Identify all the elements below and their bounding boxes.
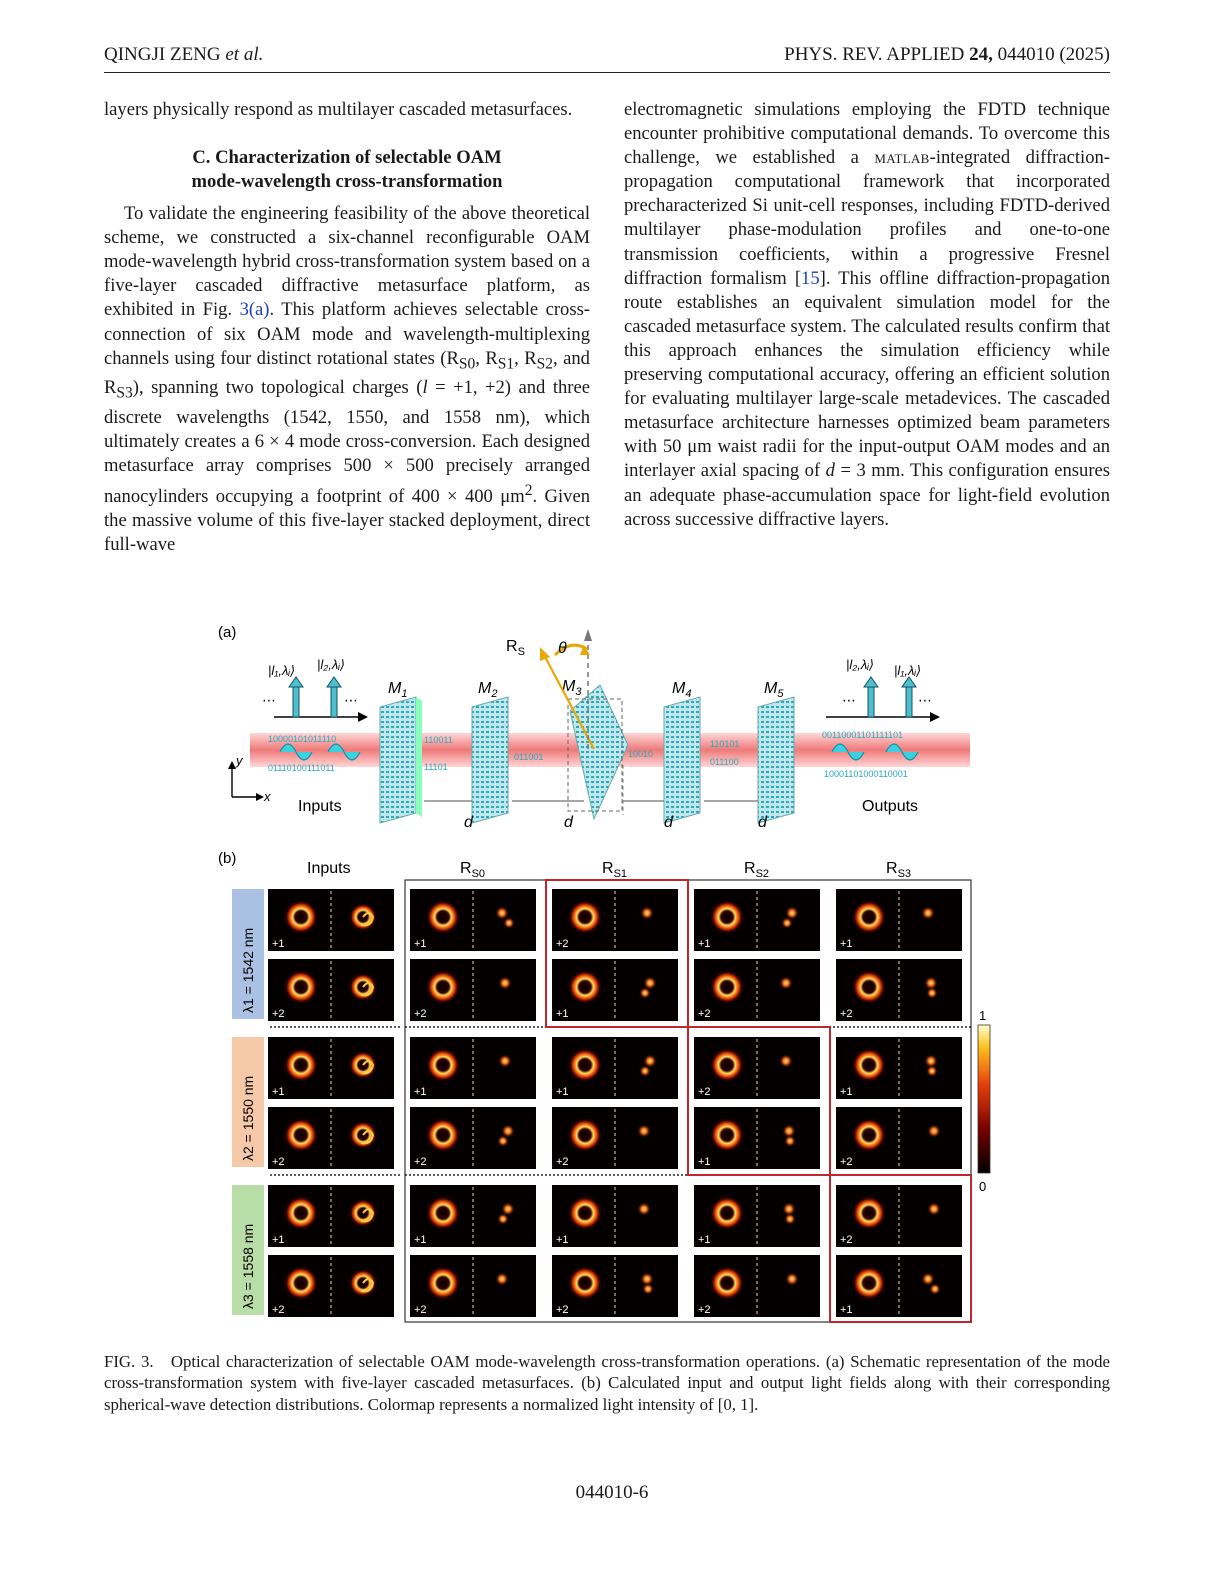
grid-header-s0: $R_{S0}$ [460,860,486,880]
charge-label: +1 [414,1086,427,1098]
ring-field [568,1266,602,1300]
detection-spot [784,1135,796,1147]
left-column [104,98,590,557]
intensity-tile [552,1037,678,1099]
header-rule [104,72,1110,73]
spacing-d-2: d [564,814,573,831]
ring-field [710,1118,744,1152]
detection-spot [927,1124,941,1138]
charge-label: +1 [840,1304,853,1316]
bits-mid-4: 10010 [628,749,654,759]
metasurface-m5 [758,697,794,823]
ring-field [568,900,602,934]
detection-spot [639,987,651,999]
charge-label: +1 [698,1156,711,1168]
bits-mid-5: 110101 [710,739,740,749]
ring-field [284,1048,318,1082]
charge-label: +2 [698,1008,711,1020]
intensity-tile [836,889,962,951]
figure-caption: FIG. 3. Optical characterization of selectable OAM mode-wavelength cross-transformation operations. (a) Schematic representation of the mode cross-transformation system with five-layer cascaded metasurfaces. (b) Calculated input and output light fields along with their corresponding spherical-wave detection distributions. Colormap represents a normalized light intensity of [0, 1]. [104,1352,1110,1414]
charge-label: +2 [698,1304,711,1316]
intensity-tile [268,1037,394,1099]
detection-spot [640,906,654,920]
out-dots-left: ⋯ [842,692,856,708]
intensity-tile [268,889,394,951]
charge-label: +2 [840,1156,853,1168]
output-state-1: |l₁,λᵢ⟩ [894,663,922,678]
charge-label: +2 [556,938,569,950]
ring-field [284,1266,318,1300]
charge-label: +1 [556,1086,569,1098]
wavelength-row-label: λ3 = 1558 nm [240,1223,256,1309]
m4-label: $M_4$ [672,680,692,700]
charge-label: +2 [272,1156,285,1168]
colorbar [978,1025,990,1173]
detection-spot [779,1054,793,1068]
charge-label: +1 [698,938,711,950]
detection-spot [781,917,793,929]
bits-mid-6: 011100 [710,757,739,767]
charge-label: +2 [414,1008,427,1020]
intro-paragraph: layers physically respond as multilayer cascaded metasurfaces. [104,99,573,120]
right-column [624,98,1110,532]
ring-field [568,1196,602,1230]
spacing-d-4: d [758,814,767,831]
intensity-tile [694,1037,820,1099]
ring-field [426,1118,460,1152]
ring-field [852,900,886,934]
intensity-tile [836,1107,962,1169]
charge-label: +2 [414,1304,427,1316]
reference-link[interactable]: 15 [801,267,820,289]
m5-label: $M_5$ [764,680,784,700]
detection-spot [927,1202,941,1216]
detection-spot [497,1135,509,1147]
intensity-tile [694,1255,820,1317]
output-bits-top: 00110001101111101 [822,730,904,740]
charge-label: +2 [698,1086,711,1098]
detection-spot [779,976,793,990]
intensity-tile [268,959,394,1021]
ring-field [426,1266,460,1300]
figure-3 [210,615,1010,1330]
detection-spot [637,1202,651,1216]
detection-spot [497,1213,509,1225]
ring-field [710,1266,744,1300]
page-number: 044010-6 [575,1482,649,1503]
m3-label: $M_3$ [562,678,582,698]
output-bits-bottom: 10001101000110001 [824,769,908,779]
charge-label: +1 [272,1086,285,1098]
panel-a-label: (a) [218,624,237,641]
section-heading: C. Characterization of selectable OAM mode-wavelength cross-transformation [191,147,503,193]
wavelength-row-label: λ2 = 1550 nm [240,1075,256,1161]
intensity-tile [694,959,820,1021]
detection-spot [495,1272,509,1286]
metasurface-m4 [664,697,700,823]
intensity-tile [552,1255,678,1317]
detection-spot [926,1065,938,1077]
intensity-tile [836,959,962,1021]
ring-field [426,900,460,934]
intensity-tile [694,889,820,951]
output-state-2: |l₂,λᵢ⟩ [846,657,874,672]
colorbar-min: 0 [979,1179,987,1194]
detection-spot [498,976,512,990]
axis-y: y [236,753,243,768]
detection-spot [498,1054,512,1068]
ring-field [284,970,318,1004]
intensity-tile [552,1107,678,1169]
charge-label: +2 [272,1304,285,1316]
rs-label: $R_S$ [506,638,525,658]
grid-inputs-header: Inputs [307,860,351,877]
ring-field [568,1048,602,1082]
ring-field [852,1048,886,1082]
dots-left: ⋯ [262,692,276,708]
grid-header-s1: $R_{S1}$ [602,860,628,880]
intensity-tile [410,1255,536,1317]
colorbar-max: 1 [979,1008,987,1023]
inputs-label: Inputs [298,798,342,815]
intensity-tile [836,1255,962,1317]
charge-label: +1 [414,938,427,950]
ring-field [426,1196,460,1230]
charge-label: +1 [840,1086,853,1098]
ring-field [852,970,886,1004]
ring-field [284,1118,318,1152]
charge-label: +1 [272,1234,285,1246]
ring-field [710,900,744,934]
intensity-tile [552,959,678,1021]
detection-spot [926,987,938,999]
ring-field [284,1196,318,1230]
input-state-1: |l₁,λᵢ⟩ [268,663,296,678]
dots-right: ⋯ [344,692,358,708]
spacing-d-1: d [464,814,473,831]
intensity-tile [836,1037,962,1099]
running-head-journal: PHYS. REV. APPLIED 24, 044010 (2025) [784,44,1110,65]
ring-field [852,1196,886,1230]
input-bits-top: 10000101011110 [268,734,337,744]
bits-mid-3: 11101 [424,762,448,772]
detection-spot [929,1283,941,1295]
panel-b-label: (b) [218,850,237,867]
intensity-tile [552,889,678,951]
metasurface-m2 [472,697,508,823]
charge-label: +2 [556,1156,569,1168]
metasurface-m1 [380,697,422,823]
intensity-tile [268,1107,394,1169]
detection-spot [784,1213,796,1225]
intensity-tile [410,959,536,1021]
ring-field [852,1266,886,1300]
ring-field [426,1048,460,1082]
ring-field [568,970,602,1004]
charge-label: +2 [414,1156,427,1168]
bits-mid-1: 110011 [424,735,453,745]
charge-label: +1 [556,1008,569,1020]
intensity-tile [552,1185,678,1247]
intensity-tile [410,1185,536,1247]
charge-label: +2 [272,1008,285,1020]
detection-spot [503,917,515,929]
detection-spot [639,1065,651,1077]
charge-label: +2 [556,1304,569,1316]
figure-link[interactable]: 3(a) [239,299,270,321]
detection-spot [642,1283,654,1295]
ring-field [284,900,318,934]
out-dots-right: ⋯ [918,692,932,708]
intensity-tile [410,889,536,951]
m2-label: $M_2$ [478,680,498,700]
detection-spot [921,906,935,920]
detection-spot [785,1272,799,1286]
grid-header-s2: $R_{S2}$ [744,860,770,880]
charge-label: +1 [840,938,853,950]
intensity-tile [410,1107,536,1169]
running-head-authors: QINGJI ZENG et al. [104,44,264,65]
ring-field [568,1118,602,1152]
charge-label: +1 [414,1234,427,1246]
ring-field [710,1196,744,1230]
body-paragraph: electromagnetic simulations employing the FDTD technique encounter prohibitive computational demands. To overcome this challenge, we established a matlab-integrated diffraction-propagation computational framework that incorporated precharacterized Si unit-cell responses, including FDTD-derived multilayer phase-modulation profiles and one-to-one transmission coefficients, within a progressive Fresnel diffraction formalism [15]. This offline diffraction-propagation route establishes an equivalent simulation model for the cascaded metasurface system. The calculated results confirm that this approach enhances the simulation efficiency while preserving computational accuracy, offering an efficient solution for evaluating multilayer large-scale metadevices. The cascaded metasurface architecture harnesses optimized beam parameters with 50 μm waist radii for the input-output OAM modes and an interlayer axial spacing of d = 3 mm. This configuration ensures an adequate phase-accumulation space for light-field evolution across successive diffractive layers. [624,99,1110,530]
ring-field [710,970,744,1004]
charge-label: +1 [698,1234,711,1246]
m1-label: $M_1$ [388,680,408,700]
grid-header-s3: $R_{S3}$ [886,860,912,880]
intensity-tile [836,1185,962,1247]
intensity-tile [410,1037,536,1099]
intensity-tile [268,1255,394,1317]
spacing-d-3: d [664,814,673,831]
intensity-tile [694,1185,820,1247]
input-bits-bottom: 01110100111011 [268,763,335,773]
outputs-label: Outputs [862,798,919,815]
ring-field [426,970,460,1004]
charge-label: +1 [272,938,285,950]
intensity-tile [268,1185,394,1247]
theta-label: θ [558,640,567,657]
intensity-tile [694,1107,820,1169]
axis-x: x [264,789,271,804]
ring-field [710,1048,744,1082]
bits-mid-2: 011001 [514,752,544,762]
charge-label: +2 [840,1008,853,1020]
wavelength-row-label: λ1 = 1542 nm [240,927,256,1013]
input-state-2: |l₂,λᵢ⟩ [317,657,345,672]
charge-label: +2 [840,1234,853,1246]
detection-spot [637,1124,651,1138]
body-paragraph: To validate the engineering feasibility of the above theoretical scheme, we constructed a six-channel reconfigurable OAM mode-wavelength hybrid cross-transformation system based on a five-layer cascaded diffractive metasurface platform, as exhibited in Fig. 3(a). This platform achieves selectable cross-connection of six OAM mode and wavelength-multiplexing channels using four distinct rotational states ($R_{S0}$, $R_{S1}$, $R_{S2}$, and $R_{S3}$), spanning two topological charges (l = +1, +2) and three discrete wavelengths (1542, 1550, and 1558 nm), which ultimately creates a 6 × 4 mode cross-conversion. Each designed metasurface array comprises 500 × 500 precisely arranged nanocylinders occupying a footprint of 400 × 400 $\mu m^2$. Given the massive volume of this five-layer stacked deployment, direct full-wave [104,203,591,555]
charge-label: +1 [556,1234,569,1246]
ring-field [852,1118,886,1152]
